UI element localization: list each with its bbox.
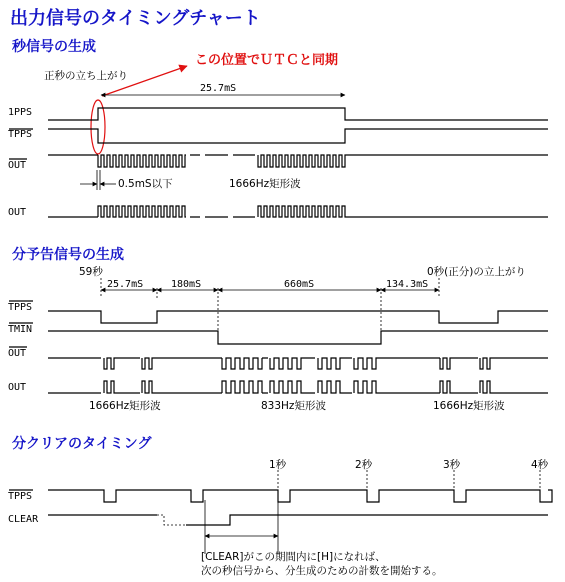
signal-out-2 xyxy=(48,381,548,393)
sec1-label: 1秒 xyxy=(269,459,287,471)
sec59-label: 59秒 xyxy=(79,266,103,278)
clear-note-line2: 次の秒信号から、分生成のための計数を開始する。 xyxy=(201,565,443,577)
section-heading-minute-clear: 分クリアのタイミング xyxy=(12,436,152,452)
sec3-label: 3秒 xyxy=(443,459,461,471)
signal-tpps xyxy=(48,129,548,143)
wave-1666-label-2: 1666Hz矩形波 xyxy=(89,400,161,412)
section-heading-minute-warning: 分予告信号の生成 xyxy=(12,247,124,263)
signal-tmin xyxy=(48,331,548,344)
signal-label-tpps: TPPS xyxy=(8,129,33,140)
signal-label-1pps: 1PPS xyxy=(8,107,33,118)
signal-label-clear: CLEAR xyxy=(8,514,39,525)
t257-label: 25.7mS xyxy=(107,279,144,290)
wave-833-label: 833Hz矩形波 xyxy=(261,400,326,412)
t660-label: 660mS xyxy=(284,279,315,290)
signal-label-out-inverted: OUT xyxy=(8,160,27,171)
sec4-label: 4秒 xyxy=(531,459,549,471)
t180-label: 180mS xyxy=(171,279,202,290)
wave-1666-label: 1666Hz矩形波 xyxy=(229,178,301,190)
signal-out-inverted-2 xyxy=(48,358,548,369)
section-heading-second-signal: 秒信号の生成 xyxy=(12,39,96,55)
clear-note-line1: [CLEAR]がこの期間内に[H]になれば、 xyxy=(201,551,386,563)
signal-out-inverted xyxy=(48,155,548,167)
second-rise-label: 正秒の立ち上がり xyxy=(44,70,128,82)
signal-label-tmin: TMIN xyxy=(8,324,33,335)
pulse-width-label: 0.5mS以下 xyxy=(118,178,173,190)
signal-label-tpps-2: TPPS xyxy=(8,302,33,313)
page-title: 出力信号のタイミングチャート xyxy=(10,8,261,29)
signal-clear-undefined xyxy=(157,515,186,525)
sec2-label: 2秒 xyxy=(355,459,373,471)
sec0-label: 0秒(正分)の立上がり xyxy=(427,266,526,278)
signal-out xyxy=(48,206,548,217)
second-markers xyxy=(278,470,540,490)
signal-tpps-3 xyxy=(48,490,552,502)
signal-label-out-2: OUT xyxy=(8,382,27,393)
period-label: 25.7mS xyxy=(200,83,237,94)
wave-1666-label-3: 1666Hz矩形波 xyxy=(433,400,505,412)
signal-tpps-2 xyxy=(48,311,548,323)
signal-1pps xyxy=(48,108,548,120)
signal-label-out: OUT xyxy=(8,207,27,218)
t134-label: 134.3mS xyxy=(386,279,429,290)
utc-sync-note: この位置でＵＴＣと同期 xyxy=(195,53,339,68)
signal-label-out-inverted-2: OUT xyxy=(8,348,27,359)
signal-label-tpps-3: TPPS xyxy=(8,491,33,502)
signal-clear xyxy=(186,515,548,525)
